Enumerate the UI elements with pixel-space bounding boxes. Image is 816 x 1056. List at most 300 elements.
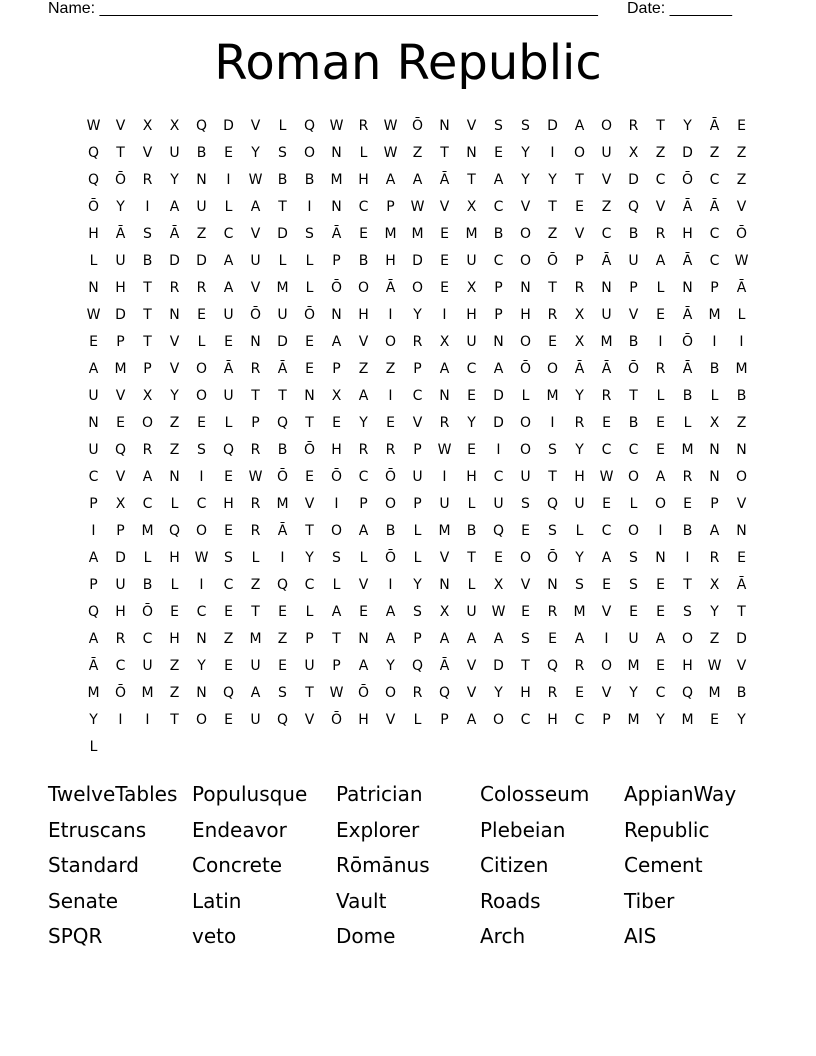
grid-letter: L — [305, 604, 314, 620]
grid-letter: B — [628, 334, 639, 350]
grid-letter: B — [682, 523, 693, 539]
grid-letter: W — [86, 118, 101, 134]
grid-letter: I — [712, 334, 717, 350]
grid-letter: A — [223, 280, 234, 296]
grid-letter: E — [575, 199, 584, 215]
grid-letter: T — [548, 280, 557, 296]
word-bank-item: Cement — [624, 853, 703, 877]
grid-letter: S — [494, 118, 503, 134]
name-field-label: Name: ________________________________________________________ — [48, 0, 598, 17]
grid-letter: O — [573, 145, 586, 161]
grid-letter: V — [520, 577, 531, 593]
grid-letter: I — [199, 577, 204, 593]
grid-letter: I — [604, 631, 609, 647]
grid-letter: E — [440, 280, 449, 296]
word-bank-item: Rōmānus — [336, 853, 430, 877]
grid-letter: E — [278, 604, 287, 620]
grid-letter: X — [574, 334, 585, 350]
grid-letter: D — [115, 307, 126, 323]
grid-letter: M — [627, 712, 640, 728]
grid-letter: H — [385, 253, 396, 269]
grid-letter: H — [223, 496, 234, 512]
grid-letter: V — [358, 577, 369, 593]
grid-letter: N — [88, 415, 99, 431]
grid-letter: M — [114, 361, 127, 377]
grid-letter: N — [439, 577, 450, 593]
grid-letter: L — [413, 712, 422, 728]
grid-letter: S — [413, 604, 422, 620]
grid-letter: E — [629, 604, 638, 620]
grid-letter: P — [332, 658, 341, 674]
grid-letter: I — [442, 307, 447, 323]
grid-letter: N — [331, 307, 342, 323]
grid-letter: D — [115, 550, 126, 566]
grid-letter: L — [467, 577, 476, 593]
grid-letter: B — [385, 523, 396, 539]
word-bank-item: Vault — [336, 888, 387, 913]
grid-letter: H — [466, 307, 477, 323]
grid-letter: R — [385, 442, 396, 458]
grid-letter: D — [493, 415, 504, 431]
grid-letter: S — [278, 685, 287, 701]
grid-letter: S — [548, 442, 557, 458]
grid-letter: O — [519, 550, 532, 566]
grid-letter: N — [466, 145, 477, 161]
grid-letter: L — [737, 307, 746, 323]
grid-letter: C — [196, 604, 207, 620]
grid-letter: M — [330, 172, 343, 188]
grid-letter: V — [304, 712, 315, 728]
grid-letter: E — [548, 631, 557, 647]
grid-letter: A — [358, 523, 369, 539]
grid-letter: Ā — [439, 172, 450, 188]
grid-letter: P — [413, 496, 422, 512]
grid-letter: V — [439, 550, 450, 566]
grid-letter: L — [413, 550, 422, 566]
grid-letter: W — [734, 253, 749, 269]
grid-letter: H — [547, 712, 558, 728]
grid-letter: E — [521, 523, 530, 539]
grid-letter: Ō — [114, 172, 127, 188]
grid-letter: T — [629, 388, 638, 404]
grid-letter: W — [86, 307, 101, 323]
grid-letter: Y — [413, 307, 422, 323]
grid-letter: N — [655, 550, 666, 566]
grid-letter: A — [358, 658, 369, 674]
grid-letter: O — [384, 496, 397, 512]
grid-letter: C — [601, 226, 612, 242]
grid-letter: M — [276, 496, 289, 512]
grid-letter: A — [358, 388, 369, 404]
grid-letter: X — [466, 280, 477, 296]
grid-letter: P — [494, 280, 503, 296]
grid-letter: R — [358, 442, 369, 458]
grid-letter: T — [575, 172, 584, 188]
word-bank-item: Citizen — [480, 853, 549, 877]
grid-letter: Q — [276, 712, 289, 728]
grid-letter: Q — [222, 442, 235, 458]
grid-letter: E — [602, 496, 611, 512]
grid-letter: E — [332, 415, 341, 431]
grid-letter: A — [385, 172, 396, 188]
grid-letter: V — [736, 496, 747, 512]
grid-letter: T — [521, 658, 530, 674]
grid-letter: V — [358, 334, 369, 350]
grid-letter: A — [709, 523, 720, 539]
grid-letter: V — [142, 145, 153, 161]
grid-letter: M — [735, 361, 748, 377]
grid-letter: E — [575, 685, 584, 701]
grid-letter: E — [224, 658, 233, 674]
grid-letter: Z — [385, 361, 396, 377]
grid-letter: A — [655, 253, 666, 269]
grid-letter: U — [601, 145, 612, 161]
grid-letter: T — [170, 712, 179, 728]
grid-letter: E — [224, 712, 233, 728]
grid-letter: Ā — [574, 361, 585, 377]
grid-letter: Y — [116, 199, 125, 215]
grid-letter: R — [655, 226, 666, 242]
grid-letter: L — [278, 253, 287, 269]
grid-letter: O — [384, 685, 397, 701]
grid-letter: O — [519, 253, 532, 269]
grid-letter: V — [412, 415, 423, 431]
grid-letter: A — [655, 469, 666, 485]
grid-letter: Z — [196, 226, 207, 242]
word-bank-item: Populusque — [192, 782, 308, 806]
grid-letter: Ā — [601, 361, 612, 377]
grid-letter: L — [359, 550, 368, 566]
grid-letter: Ā — [331, 226, 342, 242]
grid-letter: R — [574, 415, 585, 431]
grid-letter: Y — [467, 415, 476, 431]
grid-letter: Q — [627, 199, 640, 215]
grid-letter: N — [682, 280, 693, 296]
grid-letter: O — [600, 658, 613, 674]
grid-letter: P — [251, 415, 260, 431]
grid-letter: I — [388, 388, 393, 404]
grid-letter: O — [330, 523, 343, 539]
grid-letter: L — [89, 253, 98, 269]
grid-letter: A — [574, 118, 585, 134]
grid-letter: B — [466, 523, 477, 539]
grid-letter: S — [629, 577, 638, 593]
grid-letter: Ā — [682, 361, 693, 377]
grid-letter: V — [250, 118, 261, 134]
grid-letter: Z — [736, 415, 747, 431]
grid-letter: H — [466, 469, 477, 485]
grid-letter: C — [574, 712, 585, 728]
grid-letter: Z — [250, 577, 261, 593]
grid-letter: Ō — [330, 712, 343, 728]
grid-letter: E — [737, 118, 746, 134]
grid-letter: E — [494, 145, 503, 161]
grid-letter: N — [331, 199, 342, 215]
grid-letter: X — [142, 118, 153, 134]
grid-letter: Ā — [277, 523, 288, 539]
grid-letter: Ō — [546, 253, 559, 269]
grid-letter: R — [547, 307, 558, 323]
grid-letter: N — [547, 577, 558, 593]
grid-letter: W — [707, 658, 722, 674]
grid-letter: T — [656, 118, 665, 134]
grid-letter: B — [682, 388, 693, 404]
grid-letter: N — [250, 334, 261, 350]
word-bank-item: Patrician — [336, 782, 423, 806]
grid-letter: Ō — [114, 685, 127, 701]
grid-letter: U — [520, 469, 531, 485]
grid-letter: R — [250, 496, 261, 512]
grid-letter: I — [118, 712, 123, 728]
grid-letter: U — [169, 145, 180, 161]
grid-letter: R — [250, 442, 261, 458]
grid-letter: A — [466, 631, 477, 647]
grid-letter: Y — [737, 712, 746, 728]
grid-letter: Y — [521, 172, 530, 188]
grid-letter: W — [329, 118, 344, 134]
grid-letter: A — [412, 172, 423, 188]
grid-letter: C — [223, 226, 234, 242]
grid-letter: X — [331, 388, 342, 404]
grid-letter: Ō — [681, 334, 694, 350]
grid-letter: L — [332, 577, 341, 593]
grid-letter: R — [547, 685, 558, 701]
grid-letter: Z — [547, 226, 558, 242]
grid-letter: V — [601, 172, 612, 188]
header-line — [48, 0, 768, 20]
grid-letter: I — [307, 199, 312, 215]
grid-letter: U — [88, 442, 99, 458]
grid-letter: Z — [709, 145, 720, 161]
grid-letter: R — [412, 685, 423, 701]
grid-letter: M — [681, 442, 694, 458]
grid-letter: H — [682, 226, 693, 242]
grid-letter: M — [573, 604, 586, 620]
grid-letter: V — [115, 118, 126, 134]
grid-letter: S — [278, 145, 287, 161]
grid-letter: R — [169, 280, 180, 296]
grid-letter: D — [493, 388, 504, 404]
grid-letter: E — [197, 415, 206, 431]
grid-letter: Y — [305, 550, 314, 566]
grid-letter: M — [546, 388, 559, 404]
grid-letter: H — [358, 712, 369, 728]
grid-letter: P — [116, 334, 125, 350]
grid-letter: Q — [276, 577, 289, 593]
grid-letter: O — [627, 469, 640, 485]
grid-letter: H — [682, 658, 693, 674]
word-search-grid — [80, 113, 755, 761]
grid-letter: W — [383, 145, 398, 161]
grid-letter: Y — [683, 118, 692, 134]
grid-letter: A — [88, 361, 99, 377]
word-bank-item: Roads — [480, 888, 541, 913]
grid-letter: P — [89, 496, 98, 512]
grid-letter: L — [413, 523, 422, 539]
grid-letter: C — [142, 496, 153, 512]
grid-letter: T — [305, 523, 314, 539]
grid-letter: V — [385, 712, 396, 728]
grid-letter: U — [412, 469, 423, 485]
grid-letter: Z — [277, 631, 288, 647]
grid-letter: S — [575, 577, 584, 593]
grid-letter: U — [142, 658, 153, 674]
grid-letter: I — [388, 577, 393, 593]
grid-letter: N — [358, 631, 369, 647]
grid-letter: Y — [170, 388, 179, 404]
grid-letter: B — [493, 226, 504, 242]
grid-letter: W — [329, 685, 344, 701]
grid-letter: B — [196, 145, 207, 161]
grid-letter: Ā — [736, 577, 747, 593]
grid-letter: H — [358, 172, 369, 188]
grid-letter: C — [709, 172, 720, 188]
grid-letter: U — [628, 253, 639, 269]
word-bank-item: Standard — [48, 853, 139, 877]
grid-letter: R — [547, 604, 558, 620]
grid-letter: Ō — [330, 469, 343, 485]
grid-letter: D — [547, 118, 558, 134]
grid-letter: L — [656, 388, 665, 404]
grid-letter: V — [115, 469, 126, 485]
grid-letter: R — [358, 118, 369, 134]
grid-letter: Ō — [627, 361, 640, 377]
grid-letter: Ō — [87, 199, 100, 215]
grid-letter: N — [520, 280, 531, 296]
grid-letter: Ā — [169, 226, 180, 242]
grid-letter: D — [682, 145, 693, 161]
grid-letter: E — [386, 415, 395, 431]
grid-letter: U — [250, 658, 261, 674]
word-bank-item: veto — [192, 924, 237, 948]
grid-letter: Y — [494, 685, 503, 701]
grid-letter: O — [627, 523, 640, 539]
grid-letter: N — [88, 280, 99, 296]
grid-letter: D — [223, 118, 234, 134]
grid-letter: O — [303, 145, 316, 161]
grid-letter: Z — [655, 145, 666, 161]
grid-letter: S — [197, 442, 206, 458]
grid-letter: B — [709, 361, 720, 377]
grid-letter: O — [357, 280, 370, 296]
grid-letter: O — [411, 280, 424, 296]
grid-letter: T — [278, 388, 287, 404]
grid-letter: I — [496, 442, 501, 458]
grid-letter: C — [115, 658, 126, 674]
grid-letter: Ā — [682, 253, 693, 269]
grid-letter: E — [656, 604, 665, 620]
grid-letter: E — [359, 226, 368, 242]
grid-letter: M — [411, 226, 424, 242]
grid-letter: V — [466, 118, 477, 134]
grid-letter: L — [170, 496, 179, 512]
grid-letter: M — [438, 523, 451, 539]
grid-letter: T — [251, 388, 260, 404]
grid-letter: A — [439, 361, 450, 377]
grid-letter: T — [278, 199, 287, 215]
grid-letter: Q — [87, 172, 100, 188]
grid-letter: N — [196, 685, 207, 701]
grid-letter: B — [628, 226, 639, 242]
grid-letter: E — [116, 415, 125, 431]
grid-letter: R — [196, 280, 207, 296]
grid-letter: S — [143, 226, 152, 242]
grid-letter: C — [655, 172, 666, 188]
grid-letter: C — [601, 442, 612, 458]
grid-letter: L — [521, 388, 530, 404]
grid-letter: U — [466, 253, 477, 269]
grid-letter: A — [250, 685, 261, 701]
grid-letter: Ō — [384, 550, 397, 566]
grid-letter: N — [709, 469, 720, 485]
grid-letter: H — [115, 280, 126, 296]
grid-letter: S — [548, 523, 557, 539]
grid-letter: E — [602, 415, 611, 431]
grid-letter: Y — [251, 145, 260, 161]
grid-letter: V — [115, 388, 126, 404]
grid-letter: B — [736, 388, 747, 404]
grid-letter: M — [249, 631, 262, 647]
grid-letter: E — [89, 334, 98, 350]
grid-letter: T — [143, 334, 152, 350]
grid-letter: P — [494, 307, 503, 323]
grid-letter: S — [521, 496, 530, 512]
grid-letter: E — [305, 334, 314, 350]
grid-letter: I — [145, 712, 150, 728]
grid-letter: Ō — [411, 118, 424, 134]
grid-letter: N — [196, 172, 207, 188]
grid-letter: P — [386, 199, 395, 215]
grid-letter: B — [277, 442, 288, 458]
grid-letter: B — [142, 577, 153, 593]
grid-letter: E — [197, 307, 206, 323]
grid-letter: Y — [197, 658, 206, 674]
grid-letter: W — [194, 550, 209, 566]
grid-letter: T — [116, 145, 125, 161]
grid-letter: E — [224, 145, 233, 161]
grid-letter: C — [358, 469, 369, 485]
grid-letter: I — [388, 307, 393, 323]
grid-letter: Ō — [303, 307, 316, 323]
grid-letter: X — [493, 577, 504, 593]
grid-letter: C — [412, 388, 423, 404]
grid-letter: D — [277, 226, 288, 242]
grid-letter: V — [439, 199, 450, 215]
grid-letter: Ō — [330, 280, 343, 296]
grid-letter: W — [491, 604, 506, 620]
grid-letter: E — [656, 658, 665, 674]
grid-letter: X — [169, 118, 180, 134]
grid-letter: Ō — [303, 442, 316, 458]
grid-letter: S — [224, 550, 233, 566]
word-bank-item: Dome — [336, 924, 396, 948]
grid-letter: Z — [601, 199, 612, 215]
grid-letter: P — [413, 631, 422, 647]
grid-letter: M — [465, 226, 478, 242]
grid-letter: Y — [575, 442, 584, 458]
grid-letter: C — [142, 631, 153, 647]
grid-letter: O — [735, 469, 748, 485]
grid-letter: M — [141, 685, 154, 701]
grid-letter: M — [384, 226, 397, 242]
grid-letter: Q — [114, 442, 127, 458]
grid-letter: V — [169, 361, 180, 377]
grid-letter: C — [493, 199, 504, 215]
grid-letter: N — [196, 631, 207, 647]
grid-letter: V — [169, 334, 180, 350]
grid-letter: U — [115, 253, 126, 269]
grid-letter: B — [304, 172, 315, 188]
